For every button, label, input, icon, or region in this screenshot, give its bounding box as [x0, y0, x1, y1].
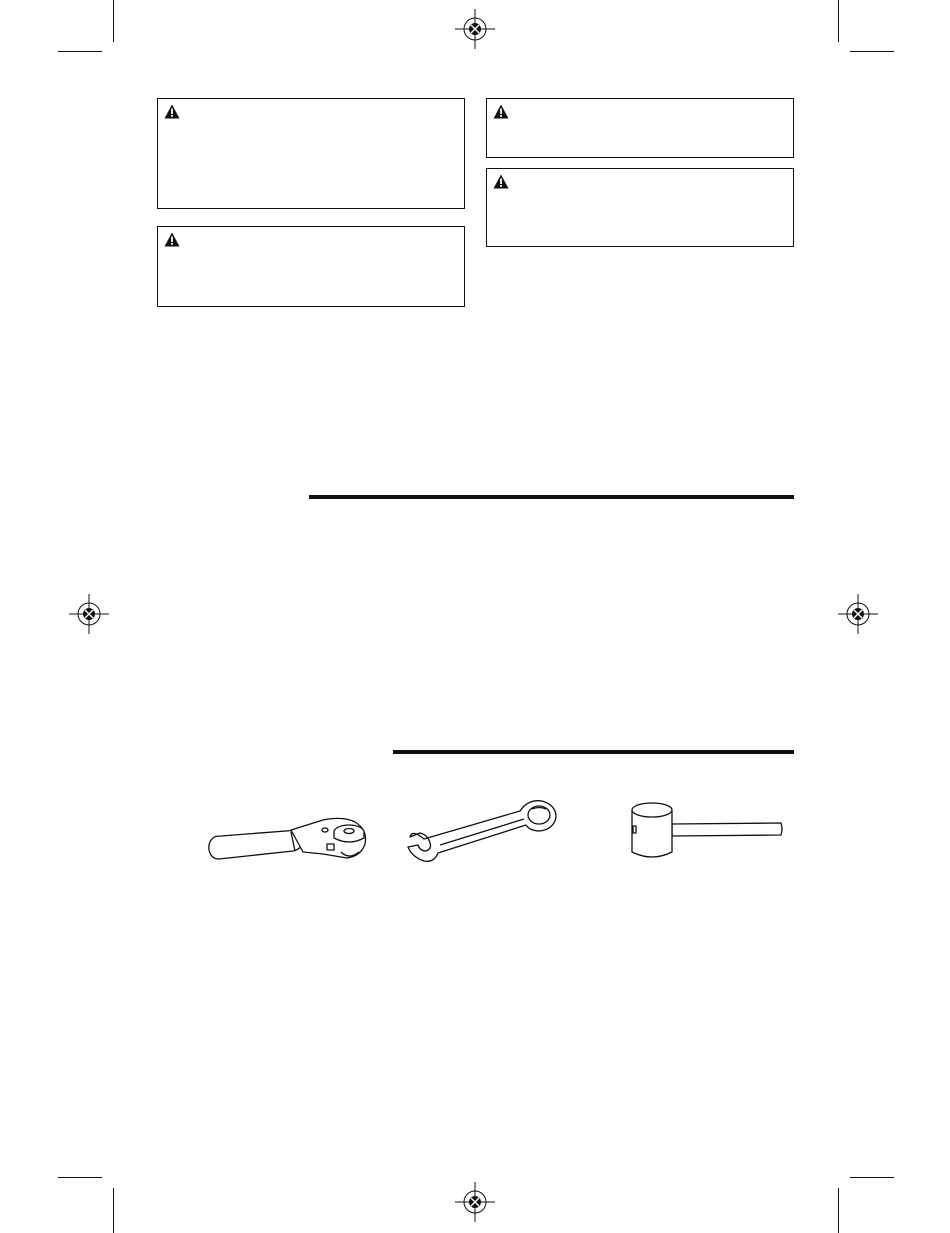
- warning-box-2: [157, 226, 465, 307]
- registration-mark-middle-left: [69, 594, 109, 634]
- mallet-illustration: [628, 800, 788, 865]
- registration-mark-middle-right: [838, 594, 878, 634]
- crop-mark-bottom-left-h: [58, 1177, 102, 1178]
- crop-mark-top-right-v: [838, 0, 839, 42]
- crop-mark-top-left-v: [113, 0, 114, 42]
- warning-triangle-icon: [164, 232, 180, 247]
- warning-box-4: [486, 168, 794, 247]
- warning-triangle-icon: [493, 104, 509, 119]
- combination-wrench-illustration: [400, 795, 565, 870]
- crop-mark-bottom-right-v: [838, 1188, 839, 1233]
- registration-mark-top-center: [455, 9, 495, 49]
- crop-mark-top-left-h: [58, 51, 102, 52]
- registration-mark-bottom-center: [455, 1182, 495, 1222]
- warning-triangle-icon: [493, 174, 509, 189]
- ratchet-wrench-illustration: [203, 808, 383, 878]
- crop-mark-top-right-h: [850, 51, 894, 52]
- section-rule-1: [309, 495, 794, 499]
- section-rule-2: [393, 750, 794, 754]
- crop-mark-bottom-right-h: [850, 1177, 894, 1178]
- warning-box-3: [486, 98, 794, 158]
- crop-mark-bottom-left-v: [113, 1188, 114, 1233]
- warning-box-1: [157, 98, 465, 209]
- warning-triangle-icon: [164, 104, 180, 119]
